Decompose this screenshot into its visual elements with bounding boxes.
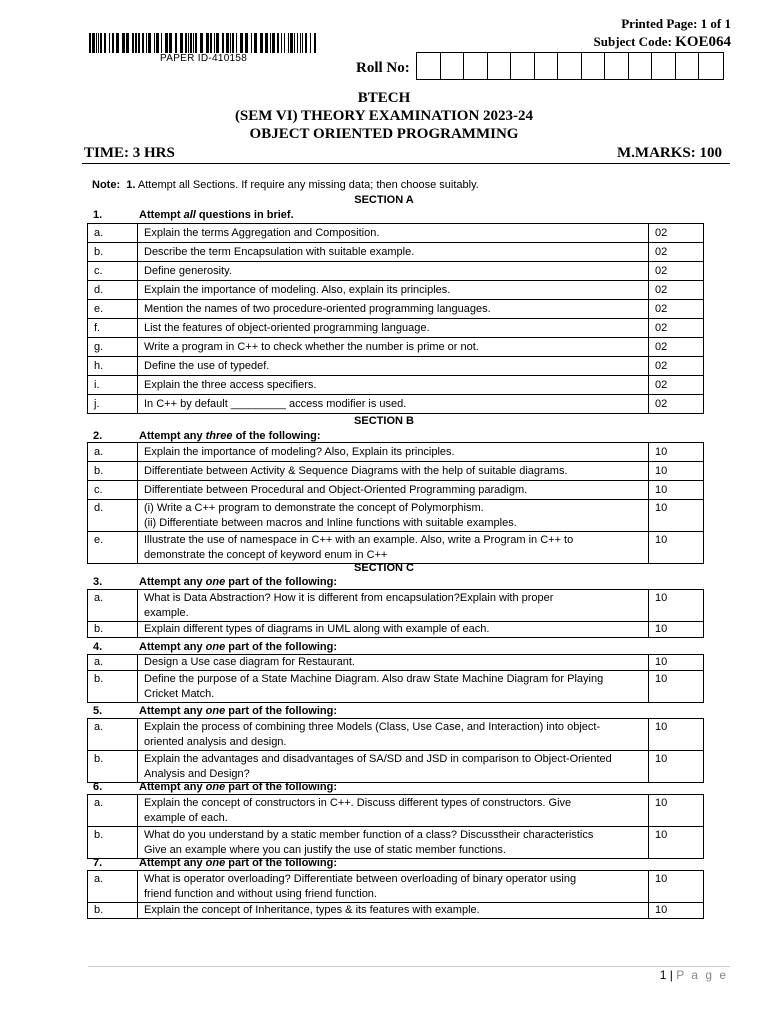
question-text-line: Explain the terms Aggregation and Composition.	[144, 226, 380, 239]
question-marks: 02	[649, 376, 704, 395]
question-label: a.	[88, 719, 138, 751]
question-row	[88, 262, 704, 281]
question-label: g.	[88, 338, 138, 357]
roll-no-box[interactable]	[488, 53, 512, 79]
roll-no-box[interactable]	[417, 53, 441, 79]
question-label: a.	[88, 590, 138, 622]
question-text-line: Explain the concept of constructors in C++. Discuss different types of constructors. Give	[144, 797, 572, 809]
question-label: a.	[88, 871, 138, 903]
question-marks: 10	[649, 827, 704, 859]
roll-no-box[interactable]	[441, 53, 465, 79]
question-marks: 10	[649, 590, 704, 622]
question-row	[88, 481, 704, 500]
question-text-line: Describe the term Encapsulation with suitable example.	[144, 245, 415, 258]
question-row	[88, 532, 704, 564]
question-text	[138, 338, 649, 357]
question-label: b.	[88, 827, 138, 859]
question-text-line: Define the purpose of a State Machine Diagram. Also draw State Machine Diagram for Playing	[144, 673, 604, 685]
page-number: 1	[659, 968, 667, 982]
roll-no-box[interactable]	[511, 53, 535, 79]
question-label: a.	[88, 655, 138, 671]
question-text	[138, 903, 649, 919]
question-label: j.	[88, 395, 138, 414]
question-text	[138, 281, 649, 300]
question-text-line: Explain the concept of Inheritance, types & its features with example.	[144, 904, 480, 916]
question-text-line: Write a program in C++ to check whether the number is prime or not.	[144, 340, 479, 353]
question-marks: 02	[649, 357, 704, 376]
question-text-line: Design a Use case diagram for Restaurant.	[144, 656, 355, 668]
roll-no-box[interactable]	[582, 53, 606, 79]
question-text	[138, 300, 649, 319]
question-text-line: example of each.	[144, 812, 228, 824]
question-row	[88, 751, 704, 783]
note-num: 1.	[126, 179, 136, 191]
question-text-line: What do you understand by a static member function of a class? Discusstheir characteristics	[144, 829, 594, 841]
paper-id: PAPER ID-410158	[160, 53, 248, 64]
page-footer	[660, 968, 728, 982]
q7-table	[87, 870, 704, 919]
question-text	[138, 443, 649, 462]
instructions-note	[92, 179, 479, 191]
question-text-line: Illustrate the use of namespace in C++ with an example. Also, write a Program in C++ to	[144, 534, 574, 546]
q3-number: 3.	[93, 576, 103, 588]
roll-no-box[interactable]	[464, 53, 488, 79]
question-marks: 10	[649, 655, 704, 671]
section-b-heading: SECTION B	[354, 415, 414, 427]
question-marks: 02	[649, 224, 704, 243]
question-marks: 02	[649, 338, 704, 357]
question-label: b.	[88, 622, 138, 638]
question-label: a.	[88, 224, 138, 243]
q1-number: 1.	[93, 209, 103, 221]
question-label: a.	[88, 443, 138, 462]
exam-title: (SEM VI) THEORY EXAMINATION 2023-24	[234, 108, 534, 124]
q3-instruction: Attempt any one part of the following:	[139, 576, 338, 588]
question-marks: 10	[649, 871, 704, 903]
question-marks: 10	[649, 795, 704, 827]
question-text	[138, 262, 649, 281]
subject-title: OBJECT ORIENTED PROGRAMMING	[249, 126, 519, 142]
question-row	[88, 395, 704, 414]
question-marks: 10	[649, 622, 704, 638]
question-row	[88, 622, 704, 638]
note-prefix: Note:	[92, 179, 121, 191]
course-title: BTECH	[357, 90, 411, 106]
question-row	[88, 338, 704, 357]
question-text-line: Differentiate between Activity & Sequence Diagrams with the help of suitable diagrams.	[144, 464, 568, 477]
question-marks: 10	[649, 481, 704, 500]
roll-no-box[interactable]	[652, 53, 676, 79]
question-text-line: Explain the three access specifiers.	[144, 378, 317, 391]
question-text	[138, 319, 649, 338]
question-row	[88, 443, 704, 462]
barcode-image	[89, 33, 317, 53]
question-text-line: Explain different types of diagrams in UML along with example of each.	[144, 623, 490, 635]
q4-table	[87, 654, 704, 703]
roll-no-box[interactable]	[699, 53, 723, 79]
question-text	[138, 671, 649, 703]
page-separator: |	[669, 968, 673, 982]
question-row	[88, 300, 704, 319]
footer-divider	[88, 966, 730, 967]
question-text	[138, 357, 649, 376]
roll-no-box[interactable]	[629, 53, 653, 79]
question-text	[138, 590, 649, 622]
question-label: b.	[88, 671, 138, 703]
question-text	[138, 395, 649, 414]
question-text-line: Explain the advantages and disadvantages of SA/SD and JSD in comparison to Object-Oriented	[144, 753, 612, 765]
question-row	[88, 224, 704, 243]
question-row	[88, 243, 704, 262]
question-text-line: oriented analysis and design.	[144, 736, 287, 748]
q4-number: 4.	[93, 641, 103, 653]
question-label: a.	[88, 795, 138, 827]
question-label: e.	[88, 532, 138, 564]
q1-instruction: Attempt all questions in brief.	[139, 209, 294, 221]
question-marks: 02	[649, 262, 704, 281]
question-label: f.	[88, 319, 138, 338]
section-c-heading: SECTION C	[354, 562, 414, 574]
question-label: b.	[88, 243, 138, 262]
question-marks: 10	[649, 751, 704, 783]
question-label: d.	[88, 500, 138, 532]
page-word: P a g e	[676, 968, 728, 982]
question-label: b.	[88, 751, 138, 783]
question-label: h.	[88, 357, 138, 376]
question-text-line: Give an example where you can justify the use of static member functions.	[144, 844, 506, 856]
question-text-line: Explain the importance of modeling. Also, explain its principles.	[144, 283, 451, 296]
question-marks: 02	[649, 395, 704, 414]
question-marks: 10	[649, 671, 704, 703]
question-marks: 02	[649, 319, 704, 338]
question-text	[138, 827, 649, 859]
question-marks: 10	[649, 462, 704, 481]
question-row	[88, 655, 704, 671]
q6-table	[87, 794, 704, 859]
q5-table	[87, 718, 704, 783]
q5-instruction: Attempt any one part of the following:	[139, 705, 338, 717]
question-label: i.	[88, 376, 138, 395]
question-text	[138, 532, 649, 564]
question-row	[88, 671, 704, 703]
header-divider	[82, 163, 730, 164]
q3-table	[87, 589, 704, 638]
q1-table	[87, 223, 704, 414]
question-row	[88, 719, 704, 751]
question-text	[138, 500, 649, 532]
question-marks: 02	[649, 243, 704, 262]
question-marks: 02	[649, 300, 704, 319]
question-text	[138, 622, 649, 638]
question-text-line: (ii) Differentiate between macros and Inline functions with suitable examples.	[144, 517, 517, 529]
question-marks: 10	[649, 443, 704, 462]
q6-instruction: Attempt any one part of the following:	[139, 781, 338, 793]
question-text	[138, 655, 649, 671]
roll-no-label: Roll No:	[356, 60, 410, 76]
question-label: e.	[88, 300, 138, 319]
question-text	[138, 751, 649, 783]
question-row	[88, 903, 704, 919]
question-marks: 10	[649, 532, 704, 564]
q4-instruction: Attempt any one part of the following:	[139, 641, 338, 653]
q7-instruction: Attempt any one part of the following:	[139, 857, 338, 869]
q2-number: 2.	[93, 430, 103, 442]
subject-code-label: Subject Code:	[593, 34, 672, 49]
question-text-line: What is operator overloading? Differentiate between overloading of binary operator using	[144, 873, 577, 885]
question-text-line: (i) Write a C++ program to demonstrate the concept of Polymorphism.	[144, 502, 484, 514]
question-text	[138, 871, 649, 903]
question-text-line: example.	[144, 607, 189, 619]
question-row	[88, 795, 704, 827]
question-text-line: Explain the importance of modeling? Also, Explain its principles.	[144, 445, 455, 458]
question-text	[138, 376, 649, 395]
question-row	[88, 871, 704, 903]
question-label: c.	[88, 481, 138, 500]
q6-number: 6.	[93, 781, 103, 793]
question-row	[88, 500, 704, 532]
roll-no-boxes[interactable]	[416, 52, 724, 80]
question-row	[88, 281, 704, 300]
question-text-line: Mention the names of two procedure-oriented programming languages.	[144, 302, 491, 315]
section-a-heading: SECTION A	[354, 194, 414, 206]
question-text-line: What is Data Abstraction? How it is different from encapsulation?Explain with proper	[144, 592, 554, 604]
q5-number: 5.	[93, 705, 103, 717]
roll-no-box[interactable]	[535, 53, 559, 79]
note-text: Attempt all Sections. If require any missing data; then choose suitably.	[135, 179, 479, 191]
subject-code	[594, 34, 731, 51]
question-text	[138, 462, 649, 481]
question-text	[138, 719, 649, 751]
question-marks: 10	[649, 719, 704, 751]
question-text-line: Differentiate between Procedural and Object-Oriented Programming paradigm.	[144, 483, 528, 496]
question-row	[88, 357, 704, 376]
question-text-line: List the features of object-oriented programming language.	[144, 321, 430, 334]
q2-table	[87, 442, 704, 564]
roll-no-box[interactable]	[605, 53, 629, 79]
question-text-line: Define generosity.	[144, 264, 232, 277]
question-text	[138, 224, 649, 243]
question-row	[88, 319, 704, 338]
question-text-line: demonstrate the concept of keyword enum in C++	[144, 549, 388, 561]
question-label: b.	[88, 462, 138, 481]
time-allowed: TIME: 3 HRS	[84, 145, 175, 161]
question-row	[88, 376, 704, 395]
question-text	[138, 795, 649, 827]
question-text-line: Analysis and Design?	[144, 768, 250, 780]
q2-instruction: Attempt any three of the following:	[139, 430, 321, 442]
question-text-line: Define the use of typedef.	[144, 359, 270, 372]
question-row	[88, 827, 704, 859]
question-label: b.	[88, 903, 138, 919]
roll-no-box[interactable]	[558, 53, 582, 79]
printed-page: Printed Page: 1 of 1	[621, 16, 731, 31]
roll-no-box[interactable]	[676, 53, 700, 79]
question-text-line: In C++ by default _________ access modifier is used.	[144, 397, 407, 410]
question-text	[138, 481, 649, 500]
question-text-line: friend function and without using friend function.	[144, 888, 377, 900]
question-text-line: Explain the process of combining three Models (Class, Use Case, and Interaction) into object-	[144, 721, 601, 733]
question-marks: 10	[649, 500, 704, 532]
subject-code-value: KOE064	[675, 34, 731, 50]
q7-number: 7.	[93, 857, 103, 869]
question-label: d.	[88, 281, 138, 300]
question-marks: 10	[649, 903, 704, 919]
question-marks: 02	[649, 281, 704, 300]
question-row	[88, 590, 704, 622]
question-text-line: Cricket Match.	[144, 688, 215, 700]
question-label: c.	[88, 262, 138, 281]
question-text	[138, 243, 649, 262]
question-row	[88, 462, 704, 481]
max-marks: M.MARKS: 100	[617, 145, 722, 161]
